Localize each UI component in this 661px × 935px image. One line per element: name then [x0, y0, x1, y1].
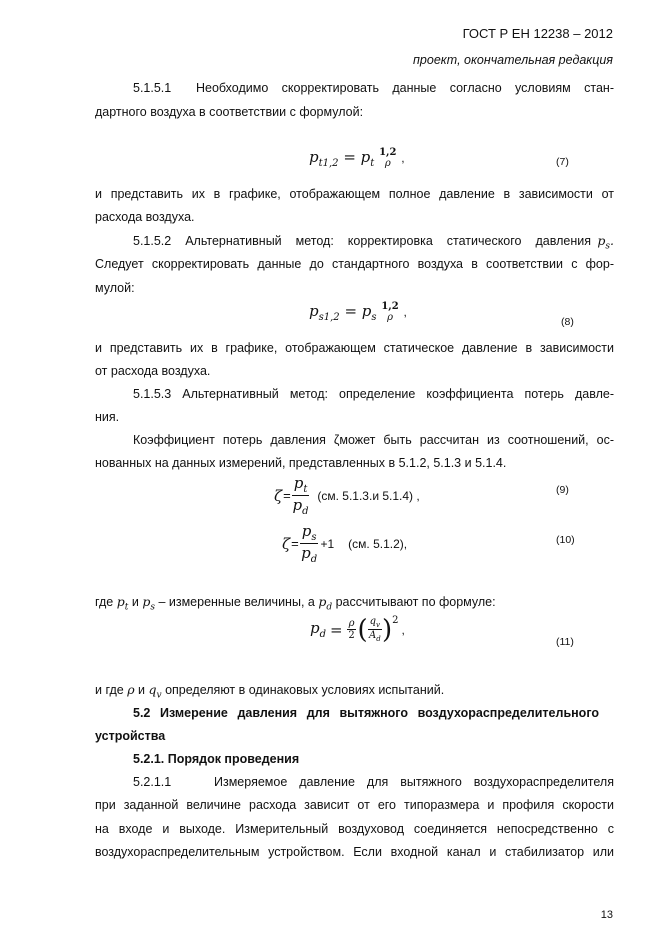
p3-line2: Следует скорректировать данные до стандартного воздуха в соответствии с фор- — [95, 257, 614, 271]
p6-line1: Коэффициент потерь давления ζможет быть рассчитан из соотношений, ос- — [133, 433, 614, 447]
p8-sym-rho: ρ — [127, 682, 135, 697]
eq10-den: $p_d$ — [301, 544, 318, 565]
eq7-rhs-sub: t — [370, 158, 375, 169]
eq7-lhs: p — [309, 148, 319, 166]
eq7-lhs-sub: t1,2 — [318, 158, 339, 169]
eq10-tail: +1 — [320, 536, 335, 551]
eq11-power: 2 — [392, 615, 399, 626]
heading-5-2: 5.2 Измерение давления для вытяжного воздухораспределительного — [133, 706, 599, 720]
equation-10: ζ = $\frac{p_s}{p_d}$ +1 (см. 5.1.2), — [282, 522, 408, 565]
eq8-num: 1,2 — [381, 301, 399, 312]
eq9-lhs: ζ — [274, 486, 283, 505]
eq11-tail: , — [401, 622, 405, 637]
heading-5-2-1: 5.2.1. Порядок проведения — [133, 752, 300, 766]
p3-line1 — [133, 233, 614, 255]
eq8-number: (8) — [561, 316, 574, 328]
eq10-ref: (см. 5.1.2), — [348, 536, 408, 551]
p3-symbol: $p_s$. — [597, 233, 614, 252]
eq8-lhs-sub: s1,2 — [318, 312, 340, 323]
p7-sym-ps: $p_s$ — [142, 594, 155, 613]
eq10-lhs: ζ — [282, 534, 291, 553]
eq10-number: (10) — [556, 534, 575, 546]
p5-line2: ния. — [95, 410, 120, 424]
eq9-num: $p_t$ — [293, 474, 308, 495]
eq11-paren-close: ) — [382, 614, 393, 645]
p9-line2: при заданной величине расхода зависит от его типоразмера и профиля скорости — [95, 798, 614, 812]
p3-text: 5.1.5.2 Альтернативный метод: корректировка статического давления — [133, 234, 591, 248]
p9-line3: на входе и выходе. Измерительный воздуховод соединяется непосредственно с — [95, 822, 614, 836]
eq9-ref: (см. 5.1.3.и 5.1.4) , — [317, 488, 420, 503]
eq11-num: ρ — [348, 618, 355, 629]
eq11-inner-num: $q_v$ — [369, 616, 381, 629]
p3-line3: мулой: — [95, 281, 135, 295]
eq8-fraction — [381, 301, 398, 323]
eq11-paren-open: ( — [357, 614, 368, 645]
equation-7: $p_{t1,2} = p_t$ 1,2 ρ , — [309, 147, 405, 169]
p1-line2: дартного воздуха в соответствии с формулой: — [95, 105, 364, 119]
eq11-fraction-outer — [347, 618, 357, 641]
p1-text: Необходимо скорректировать данные согласно условиям стан- — [196, 81, 614, 95]
eq11-fraction-inner — [368, 616, 382, 643]
eq11-number: (11) — [556, 636, 574, 648]
eq9-den: $p_d$ — [292, 496, 309, 517]
p1-number: 5.1.5.1 — [133, 81, 172, 95]
p8-line: и где ρ и $q_v$ определяют в одинаковых условиях испытаний. — [95, 682, 445, 701]
eq7-num: 1,2 — [379, 147, 397, 158]
eq8-rhs: p — [361, 302, 372, 320]
p8-sym-qv: $q_v$ — [148, 682, 162, 701]
eq9-number: (9) — [556, 484, 569, 496]
p9-text: Измеряемое давление для вытяжного воздухораспределителя — [214, 775, 614, 789]
eq8-lhs: p — [309, 302, 319, 320]
p9-number: 5.2.1.1 — [133, 775, 172, 789]
p2-line1: и представить их в графике, отображающем полное давление в зависимости от — [95, 187, 614, 201]
eq7-tail: , — [401, 151, 405, 165]
p7-line: где $p_t$ и $p_s$ – измеренные величины, а $p_d$ рассчитывают по формуле: — [95, 594, 496, 613]
eq10-fraction — [300, 522, 319, 565]
page-number: 13 — [600, 909, 613, 921]
eq11-inner-den: $A_d$ — [368, 630, 381, 643]
eq8-tail: , — [403, 305, 407, 319]
p2-line2: расхода воздуха. — [95, 210, 195, 224]
eq9-fraction — [292, 474, 310, 517]
eq8-rhs-sub: s — [371, 312, 377, 323]
heading-5-2-cont: устройства — [95, 729, 166, 743]
p4-line1: и представить их в графике, отображающем статическое давление в зависимости — [95, 341, 614, 355]
eq7-fraction — [379, 147, 396, 169]
p1-line1 — [133, 80, 614, 96]
p9-line4: воздухораспределительным устройством. Если входной канал и стабилизатор или — [95, 845, 614, 859]
equation-11: $p_d$ = $\frac{\rho}{2}$ ( $\frac{q_v}{A_d}$ ) $^2$ , — [310, 614, 405, 645]
eq7-den: ρ — [384, 158, 391, 169]
equation-8: $p_{s1,2} = p_s$ 1,2 ρ , — [309, 301, 407, 323]
header-status: проект, окончательная редакция — [413, 53, 613, 67]
p4-line2: от расхода воздуха. — [95, 364, 211, 378]
eq7-number: (7) — [556, 156, 569, 168]
eq11-lhs: $p_d$ — [310, 619, 327, 640]
p7-sym-pt: $p_t$ — [116, 594, 129, 613]
p9-line1 — [133, 774, 614, 790]
header-standard: ГОСТ Р ЕН 12238 – 2012 — [462, 26, 613, 41]
equation-9: ζ = $\frac{p_t}{p_d}$ (см. 5.1.3.и 5.1.4) , — [274, 474, 420, 517]
p5-line1: 5.1.5.3 Альтернативный метод: определение коэффициента потерь давле- — [133, 387, 614, 401]
eq7-rhs: p — [360, 148, 371, 166]
eq11-den: 2 — [348, 630, 355, 641]
eq8-den: ρ — [387, 312, 393, 323]
p7-sym-pd: $p_d$ — [318, 594, 333, 613]
eq10-num: $p_s$ — [301, 522, 317, 543]
p6-line2: нованных на данных измерений, представленных в 5.1.2, 5.1.3 и 5.1.4. — [95, 456, 507, 470]
